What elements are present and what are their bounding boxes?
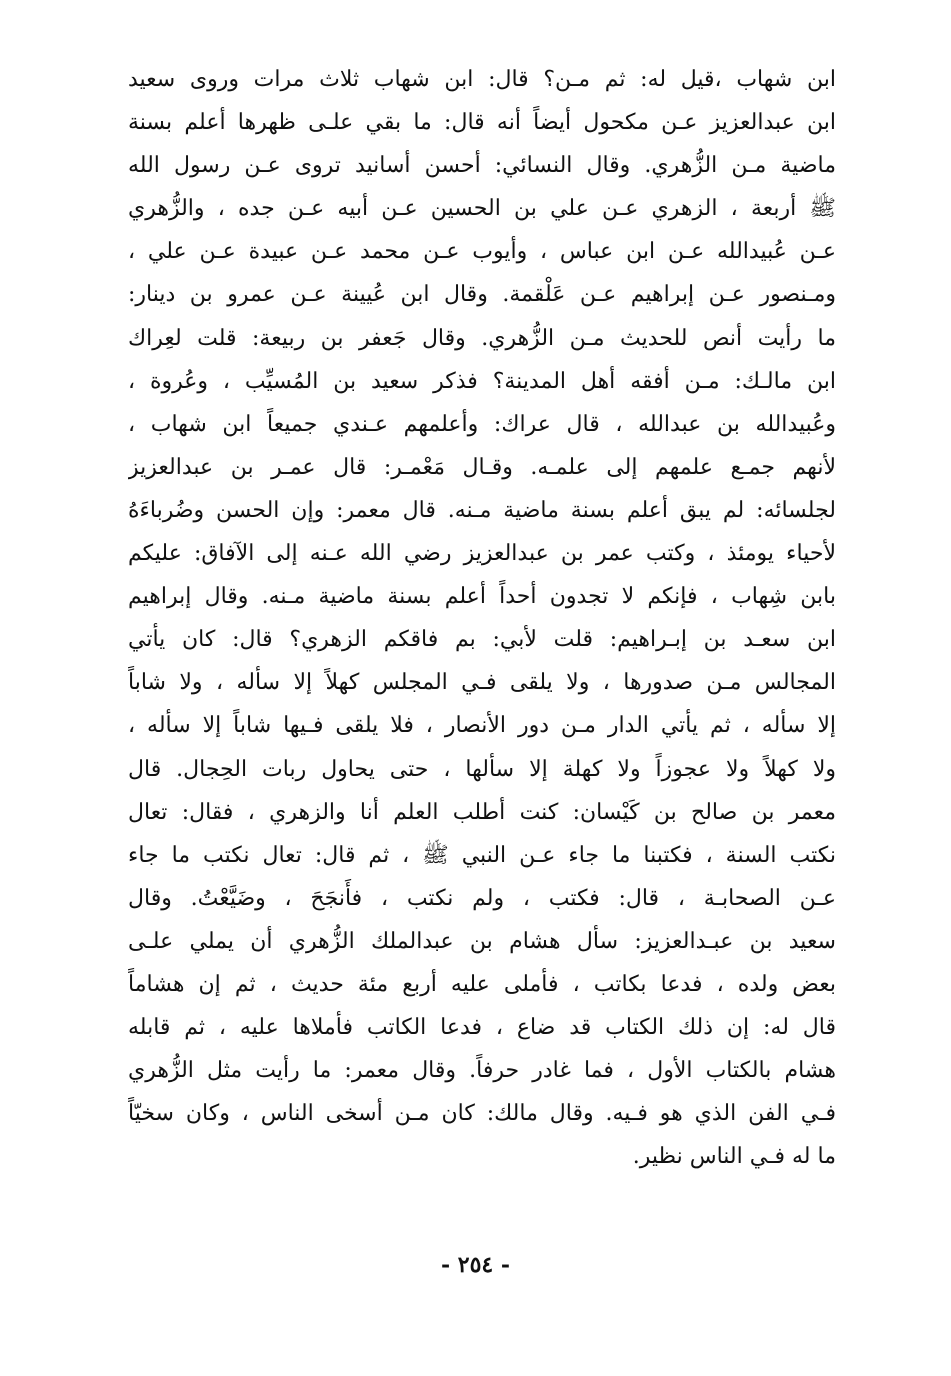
text-line: ما رأيت أنص للحديث مـن الزُّهري. وقال جَعفر بن ربيعة: قلت لعِراك — [128, 325, 836, 351]
text-line: فـي الفن الذي هو فـيه. وقال مالك: كان مـن أسخى الناس ، وكان سخيّاً — [128, 1101, 836, 1127]
text-line: إلا سأله ، ثم يأتي الدار مـن دور الأنصار ، فلا يلقى فـيها شاباً إلا سأله ، — [128, 713, 836, 739]
text-line: بابن شِهاب ، فإنكم لا تجدون أحداً أعلم بسنة ماضية مـنه. وقال إبراهيم — [128, 584, 836, 610]
text-line: عـن عُبيدالله عـن ابن عباس ، وأيوب عـن محمد عـن عبيدة عـن علي ، — [128, 239, 836, 265]
text-line: سعيد بن عبـدالعزيز: سأل هشام بن عبدالملك الزُّهري أن يملي علـى — [128, 928, 836, 954]
text-line: ما له فـي الناس نظير. — [632, 1144, 836, 1170]
body-text — [128, 58, 836, 1178]
text-line: ابن سعـد بن إبـراهيم: قلت لأبي: بم فاقكم الزهري؟ قال: كان يأتي — [128, 627, 836, 653]
text-line: معمر بن صالح بن كَيْسان: كنت أطلب العلم أنا والزهري ، فقال: تعال — [128, 799, 836, 825]
text-line: عـن الصحابـة ، قال: فكتب ، ولم نكتب ، فأَنجَحَ ، وضَيَّعْتُ. وقال — [128, 885, 836, 911]
text-line: ابن مالـك: مـن أفقه أهل المدينة؟ فذكر سعيد بن المُسيِّب ، وعُروة ، — [128, 368, 836, 394]
text-line: بعض ولده ، فدعا بكاتب ، فأملى عليه أربع مئة حديث ، ثم إن هشاماً — [128, 971, 836, 997]
text-line: قال له: إن ذلك الكتاب قد ضاع ، فدعا الكاتب فأملاها عليه ، ثم قابله — [128, 1015, 836, 1041]
text-line: نكتب السنة ، فكتبنا ما جاء عـن النبي ﷺ ، ثم قال: تعال نكتب ما جاء — [128, 842, 836, 868]
text-line: ابن عبدالعزيز عـن مكحول أيضاً أنه قال: ما بقي علـى ظهرها أعلم بسنة — [128, 110, 836, 136]
text-line: لأنهم جمـع علمهم إلى علمـه. وقـال مَعْمـر: قال عمـر بن عبدالعزيز — [128, 454, 836, 480]
text-line: لأحياء يومئذ ، وكتب عمر بن عبدالعزيز رضي الله عـنه إلى الآفاق: عليكم — [128, 541, 836, 567]
text-line: ماضية مـن الزُّهري. وقال النسائي: أحسن أسانيد تروى عـن رسول الله — [128, 153, 836, 179]
text-line: لجلسائه: لم يبق أعلم بسنة ماضية مـنه. قال معمر: وإن الحسن وضُرباءَهُ — [128, 497, 836, 523]
text-line: هشام بالكتاب الأول ، فما غادر حرفاً. وقال معمر: ما رأيت مثل الزُّهري — [128, 1058, 836, 1084]
text-line: المجالس مـن صدورها ، ولا يلقى فـي المجلس كهلاً إلا سأله ، ولا شاباً — [128, 670, 836, 696]
page-number: - ٢٥٤ - — [440, 1252, 511, 1278]
text-line: ولا كهلاً ولا عجوزاً ولا كهلة إلا سألها ، حتى يحاول ربات الحِجال. قال — [128, 756, 836, 782]
text-line: ﷺ أربعة ، الزهري عـن علي بن الحسين عـن أبيه عـن جده ، والزُّهري — [128, 196, 836, 222]
text-line: ابن شهاب ،قيل له: ثم مـن؟ قال: ابن شهاب ثلاث مرات وروى سعيد — [128, 67, 836, 92]
text-line: وعُبيدالله بن عبدالله ، قال عراك: وأعلمهم عـندي جميعاً ابن شهاب ، — [128, 411, 836, 437]
text-line: ومـنصور عـن إبراهيم عـن عَلْقمة. وقال ابن عُيينة عـن عمرو بن دينار: — [128, 282, 836, 308]
